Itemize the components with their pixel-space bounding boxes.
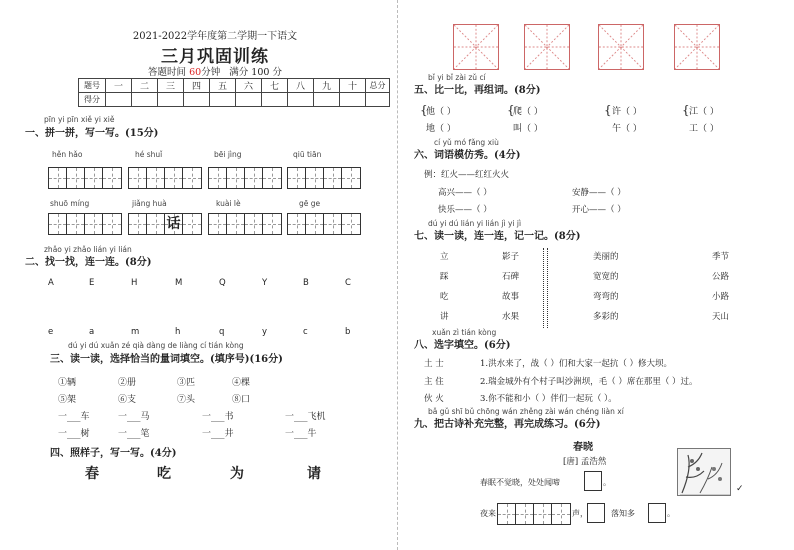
q6-item[interactable]: 快乐——（ ） — [438, 205, 492, 215]
poem-line-2-a: 夜来 — [480, 509, 496, 518]
q5-word[interactable]: 工（ ） — [689, 124, 719, 134]
score-col: 十 — [340, 79, 366, 93]
q1-item-pinyin: shuō míng — [50, 199, 90, 208]
q7-right-word[interactable]: 小路 — [712, 292, 730, 302]
q3-fill-item[interactable]: 一___笔 — [118, 429, 150, 439]
q8-sentence[interactable]: 2.瑞金城外有个村子叫沙洲坝，毛（ ）席在那里（ ）过。 — [480, 377, 698, 387]
score-col: 七 — [262, 79, 288, 93]
q3-fill-item[interactable]: 一___马 — [118, 412, 150, 422]
q3-fill-item[interactable]: 一___车 — [58, 412, 90, 422]
q2-lower-letter[interactable]: m — [131, 327, 140, 337]
q1-writing-box[interactable] — [48, 167, 122, 189]
q1-writing-box[interactable] — [208, 213, 282, 235]
q8-options: 伙 火 — [424, 394, 444, 404]
q2-lower-letter[interactable]: y — [262, 327, 268, 337]
q1-writing-box[interactable] — [208, 167, 282, 189]
q8-pinyin: xuǎn zì tián kòng — [432, 328, 497, 337]
q2-upper-letter[interactable]: C — [345, 278, 351, 288]
score-table — [78, 78, 390, 107]
score-col: 三 — [158, 79, 184, 93]
q3-fill-item[interactable]: 一___书 — [202, 412, 234, 422]
q4-char: 为 — [230, 466, 244, 482]
q7-right-word[interactable]: 美丽的 — [593, 252, 619, 262]
q7-right-word[interactable]: 季节 — [712, 252, 730, 262]
score-table-row-scores — [79, 93, 390, 107]
q6-pinyin: cí yǔ mó fǎng xiù — [434, 138, 499, 147]
poem-blank-box[interactable] — [587, 503, 605, 523]
time-unit: 分钟 — [201, 67, 221, 78]
q7-right-word[interactable]: 宽宽的 — [593, 272, 619, 282]
q3-option: ⑧口 — [232, 395, 251, 405]
score-col: 八 — [288, 79, 314, 93]
q5-title: 五、比一比，再组词。(8分) — [414, 85, 541, 96]
q3-fill-item[interactable]: 一___牛 — [285, 429, 317, 439]
brace-left: { — [604, 103, 612, 117]
q7-pinyin: dú yi dú lián yi lián jì yi jì — [428, 219, 522, 228]
time-value: 60 — [189, 67, 202, 78]
q2-title: 二、找一找，连一连。(8分) — [25, 257, 152, 268]
q2-upper-letter[interactable]: E — [89, 278, 95, 288]
q2-lower-letter[interactable]: q — [219, 327, 225, 337]
q2-upper-letter[interactable]: A — [48, 278, 54, 288]
score-cell[interactable] — [184, 93, 210, 107]
term-title: 2021-2022学年度第二学期一下语文 — [132, 31, 298, 42]
q4-title: 四、照样子，写一写。(4分) — [50, 448, 177, 459]
q3-option: ③匹 — [177, 378, 196, 388]
q3-fill-item[interactable]: 一___飞机 — [285, 412, 326, 422]
brace-left: { — [420, 103, 428, 117]
score-row-header: 得分 — [79, 93, 106, 107]
q5-word[interactable]: 地（ ） — [426, 124, 456, 134]
q8-title: 八、选字填空。(6分) — [414, 340, 511, 351]
q6-item[interactable]: 安静——（ ） — [572, 188, 626, 198]
q1-item-pinyin: hé shuǐ — [135, 150, 163, 159]
q4-char: 请 — [307, 466, 321, 482]
q7-right-word[interactable]: 天山 — [712, 312, 730, 322]
poem-author: [唐] 孟浩然 — [563, 457, 607, 467]
score-col: 二 — [132, 79, 158, 93]
score-table-row-numbers — [79, 79, 390, 93]
q7-left-word[interactable]: 吃 — [440, 292, 449, 302]
q1-title: 一、拼一拼，写一写。(15分) — [25, 128, 159, 139]
q7-left-word[interactable]: 踩 — [440, 272, 449, 282]
q7-title: 七、读一读，连一连，记一记。(8分) — [414, 231, 581, 242]
q6-item[interactable]: 高兴——（ ） — [438, 188, 492, 198]
poem-blank-box[interactable] — [648, 503, 666, 523]
q5-word[interactable]: 许（ ） — [612, 107, 642, 117]
q2-upper-letter[interactable]: Q — [219, 278, 226, 288]
q1-item-pinyin: hěn hǎo — [52, 150, 83, 159]
score-cell[interactable] — [210, 93, 236, 107]
score-col: 六 — [236, 79, 262, 93]
q3-fill-item[interactable]: 一___树 — [58, 429, 90, 439]
q8-sentence[interactable]: 1.洪水来了，战（ ）们和大家一起抗（ ）修大坝。 — [480, 359, 673, 369]
q2-lower-letter[interactable]: c — [303, 327, 308, 337]
score-cell[interactable] — [340, 93, 366, 107]
bird-icon: ✓ — [736, 484, 744, 494]
q4-answer-grid[interactable] — [524, 24, 570, 70]
score-cell[interactable] — [366, 93, 390, 107]
exam-info — [120, 64, 310, 78]
q3-option: ⑤架 — [58, 395, 77, 405]
q9-title: 九、把古诗补充完整，再完成练习。(6分) — [414, 419, 601, 430]
q1-writing-box[interactable] — [48, 213, 122, 235]
score-cell[interactable] — [236, 93, 262, 107]
q2-upper-letter[interactable]: H — [131, 278, 138, 288]
q3-option: ④棵 — [232, 378, 251, 388]
score-cell[interactable] — [132, 93, 158, 107]
q4-char: 春 — [85, 466, 99, 482]
q3-option: ⑦头 — [177, 395, 196, 405]
q4-answer-grid[interactable] — [674, 24, 720, 70]
brace-left: { — [507, 103, 515, 117]
q3-option: ⑥支 — [118, 395, 137, 405]
q1-writing-box[interactable] — [128, 167, 202, 189]
score-col: 五 — [210, 79, 236, 93]
q7-left-word[interactable]: 水果 — [502, 312, 520, 322]
q1-writing-box[interactable] — [287, 213, 361, 235]
score-label: 满分 100 分 — [229, 67, 282, 78]
q2-pinyin: zhǎo yi zhǎo lián yi lián — [44, 245, 132, 254]
q5-word[interactable]: 江（ ） — [689, 107, 719, 117]
score-col: 一 — [106, 79, 132, 93]
q2-upper-letter[interactable]: M — [175, 278, 183, 288]
score-row-header: 题号 — [79, 79, 106, 93]
q3-title: 三、读一读，选择恰当的量词填空。(填序号)(16分) — [50, 354, 283, 365]
score-col: 九 — [314, 79, 340, 93]
score-cell[interactable] — [314, 93, 340, 107]
score-cell[interactable] — [158, 93, 184, 107]
q5-word[interactable]: 爬（ ） — [513, 107, 543, 117]
poem-blank-group[interactable] — [497, 503, 571, 525]
poem-punct: 。 — [603, 478, 611, 487]
poem-blank-box[interactable] — [584, 471, 602, 491]
time-label: 答题时间 — [148, 67, 187, 78]
poem-title: 春晓 — [573, 442, 593, 453]
brace-left: { — [682, 103, 690, 117]
q7-divider — [543, 248, 548, 328]
score-total-header: 总分 — [366, 79, 390, 93]
score-cell[interactable] — [106, 93, 132, 107]
q3-fill-item[interactable]: 一___井 — [202, 429, 234, 439]
poem-line-2-c: 落知多 — [611, 509, 635, 518]
q2-lower-letter[interactable]: e — [48, 327, 54, 337]
q7-left-word[interactable]: 影子 — [502, 252, 520, 262]
score-cell[interactable] — [262, 93, 288, 107]
page-fold-line — [397, 0, 398, 550]
q5-word[interactable]: 他（ ） — [426, 107, 456, 117]
q8-options: 主 住 — [424, 377, 444, 387]
poem-line-2-b: 声， — [572, 509, 588, 518]
q7-left-word[interactable]: 石碑 — [502, 272, 520, 282]
q1-item-pinyin: kuài lè — [216, 199, 241, 208]
poem-illustration — [677, 448, 731, 496]
q1-item-pinyin: gē ge — [299, 199, 321, 208]
q4-char: 吃 — [157, 466, 171, 482]
score-cell[interactable] — [288, 93, 314, 107]
q3-option: ①辆 — [58, 378, 77, 388]
q4-answer-grid[interactable] — [453, 24, 499, 70]
q5-word[interactable]: 叫（ ） — [513, 124, 543, 134]
q2-lower-letter[interactable]: b — [345, 327, 351, 337]
page-title: 三月巩固训练 — [161, 47, 269, 67]
q1-writing-box[interactable] — [287, 167, 361, 189]
q5-pinyin: bǐ yi bǐ zài zǔ cí — [428, 73, 486, 82]
q2-lower-letter[interactable]: a — [89, 327, 95, 337]
score-col: 四 — [184, 79, 210, 93]
q6-title: 六、词语模仿秀。(4分) — [414, 150, 521, 161]
poem-punct: 。 — [667, 509, 675, 518]
q8-sentence[interactable]: 3.你不能和小（ ）伴们一起玩（ ）。 — [480, 394, 617, 404]
q8-options: 土 士 — [424, 359, 444, 369]
q7-left-word[interactable]: 立 — [440, 252, 449, 262]
q7-right-word[interactable]: 多彩的 — [593, 312, 619, 322]
poem-line-1: 春眠不觉晓，处处闻啼 — [480, 478, 560, 487]
q7-right-word[interactable]: 弯弯的 — [593, 292, 619, 302]
q6-example: 例：红火——红红火火 — [424, 170, 510, 180]
q1-pinyin: pīn yi pīn xiě yi xiě — [44, 115, 115, 124]
q1-item-pinyin: qiū tiān — [293, 150, 322, 159]
q3-pinyin: dú yi dú xuǎn zé qià dàng de liàng cí tián kòng — [68, 341, 244, 350]
q2-upper-letter[interactable]: B — [303, 278, 309, 288]
q1-item-pinyin: jiǎng huà — [132, 199, 167, 208]
q7-right-word[interactable]: 公路 — [712, 272, 730, 282]
q1-writing-box[interactable]: 话 — [128, 213, 202, 235]
q9-pinyin: bǎ gǔ shī bǔ chōng wán zhěng zài wán chéng liàn xí — [428, 407, 624, 416]
q2-upper-letter[interactable]: Y — [262, 278, 268, 288]
q5-word[interactable]: 午（ ） — [612, 124, 642, 134]
q6-item[interactable]: 开心——（ ） — [572, 205, 626, 215]
q4-answer-grid[interactable] — [598, 24, 644, 70]
q7-left-word[interactable]: 讲 — [440, 312, 449, 322]
q1-item-pinyin: bēi jìng — [214, 150, 242, 159]
q7-left-word[interactable]: 故事 — [502, 292, 520, 302]
q2-lower-letter[interactable]: h — [175, 327, 181, 337]
q3-option: ②册 — [118, 378, 137, 388]
